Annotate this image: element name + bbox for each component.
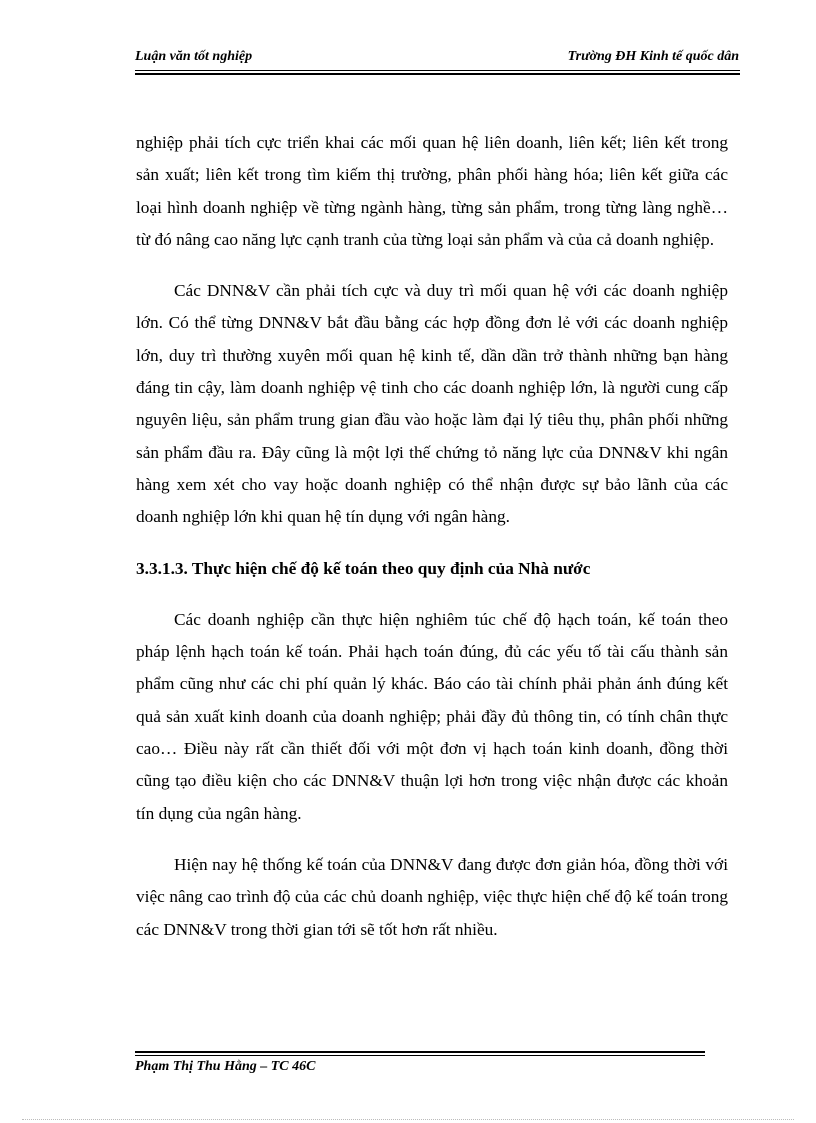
page-bottom-border [22, 1119, 794, 1120]
header-divider [135, 70, 740, 75]
paragraph-continued: nghiệp phải tích cực triển khai các mối quan hệ liên doanh, liên kết; liên kết trong sản xuất; liên kết trong tìm kiếm thị trường, phân phối hàng hóa; liên kết giữa các loại hình doanh nghiệp về từng ngành hàng, từng sản phẩm, trong từng làng nghề… từ đó nâng cao năng lực cạnh tranh của từng loại sản phẩm và của cả doanh nghiệp. [136, 133, 728, 249]
paragraph-accounting-simplification: Hiện nay hệ thống kế toán của DNN&V đang được đơn giản hóa, đồng thời với việc nâng cao trình độ của các chủ doanh nghiệp, việc thực hiện chế độ kế toán trong các DNN&V trong thời gian tới sẽ tốt hơn rất nhiều. [136, 854, 728, 939]
paragraph-large-enterprise-relations: Các DNN&V cần phải tích cực và duy trì mối quan hệ với các doanh nghiệp lớn. Có thể từng DNN&V bắt đầu bằng các hợp đồng đơn lẻ với các doanh nghiệp lớn, duy trì thường xuyên mối quan hệ kinh tế, dần dần trở thành những bạn hàng đáng tin cậy, làm doanh nghiệp vệ tinh cho các doanh nghiệp lớn, là người cung cấp nguyên liệu, sản phẩm trung gian đầu vào hoặc làm đại lý tiêu thụ, phân phối những sản phẩm đầu ra. Đây cũng là một lợi thế chứng tỏ năng lực của DNN&V khi ngân hàng xem xét cho vay hoặc doanh nghiệp có thể nhận được sự bảo lãnh của các doanh nghiệp lớn khi quan hệ tín dụng với ngân hàng. [136, 281, 728, 527]
main-content [136, 127, 728, 946]
page-header [135, 49, 739, 69]
paragraph-accounting-regime: Các doanh nghiệp cần thực hiện nghiêm túc chế độ hạch toán, kế toán theo pháp lệnh hạch toán kế toán. Phải hạch toán đúng, đủ các yếu tố tài cấu thành sản phẩm cũng như các chi phí quản lý khác. Báo cáo tài chính phải phản ánh đúng kết quả sản xuất kinh doanh của doanh nghiệp; phải đầy đủ thông tin, có tính chân thực cao… Điều này rất cần thiết đối với một đơn vị hạch toán kinh doanh, đồng thời cũng tạo điều kiện cho các DNN&V thuận lợi hơn trong việc nhận được các khoản tín dụng của ngân hàng. [136, 609, 728, 823]
header-university-label: Trường ĐH Kinh tế quốc dân [567, 49, 739, 64]
footer-author: Phạm Thị Thu Hằng – TC 46C [135, 1059, 316, 1074]
header-thesis-label: Luận văn tốt nghiệp [135, 49, 253, 64]
footer-divider [135, 1051, 705, 1056]
section-heading: 3.3.1.3. Thực hiện chế độ kế toán theo quy định của Nhà nước [136, 558, 591, 578]
